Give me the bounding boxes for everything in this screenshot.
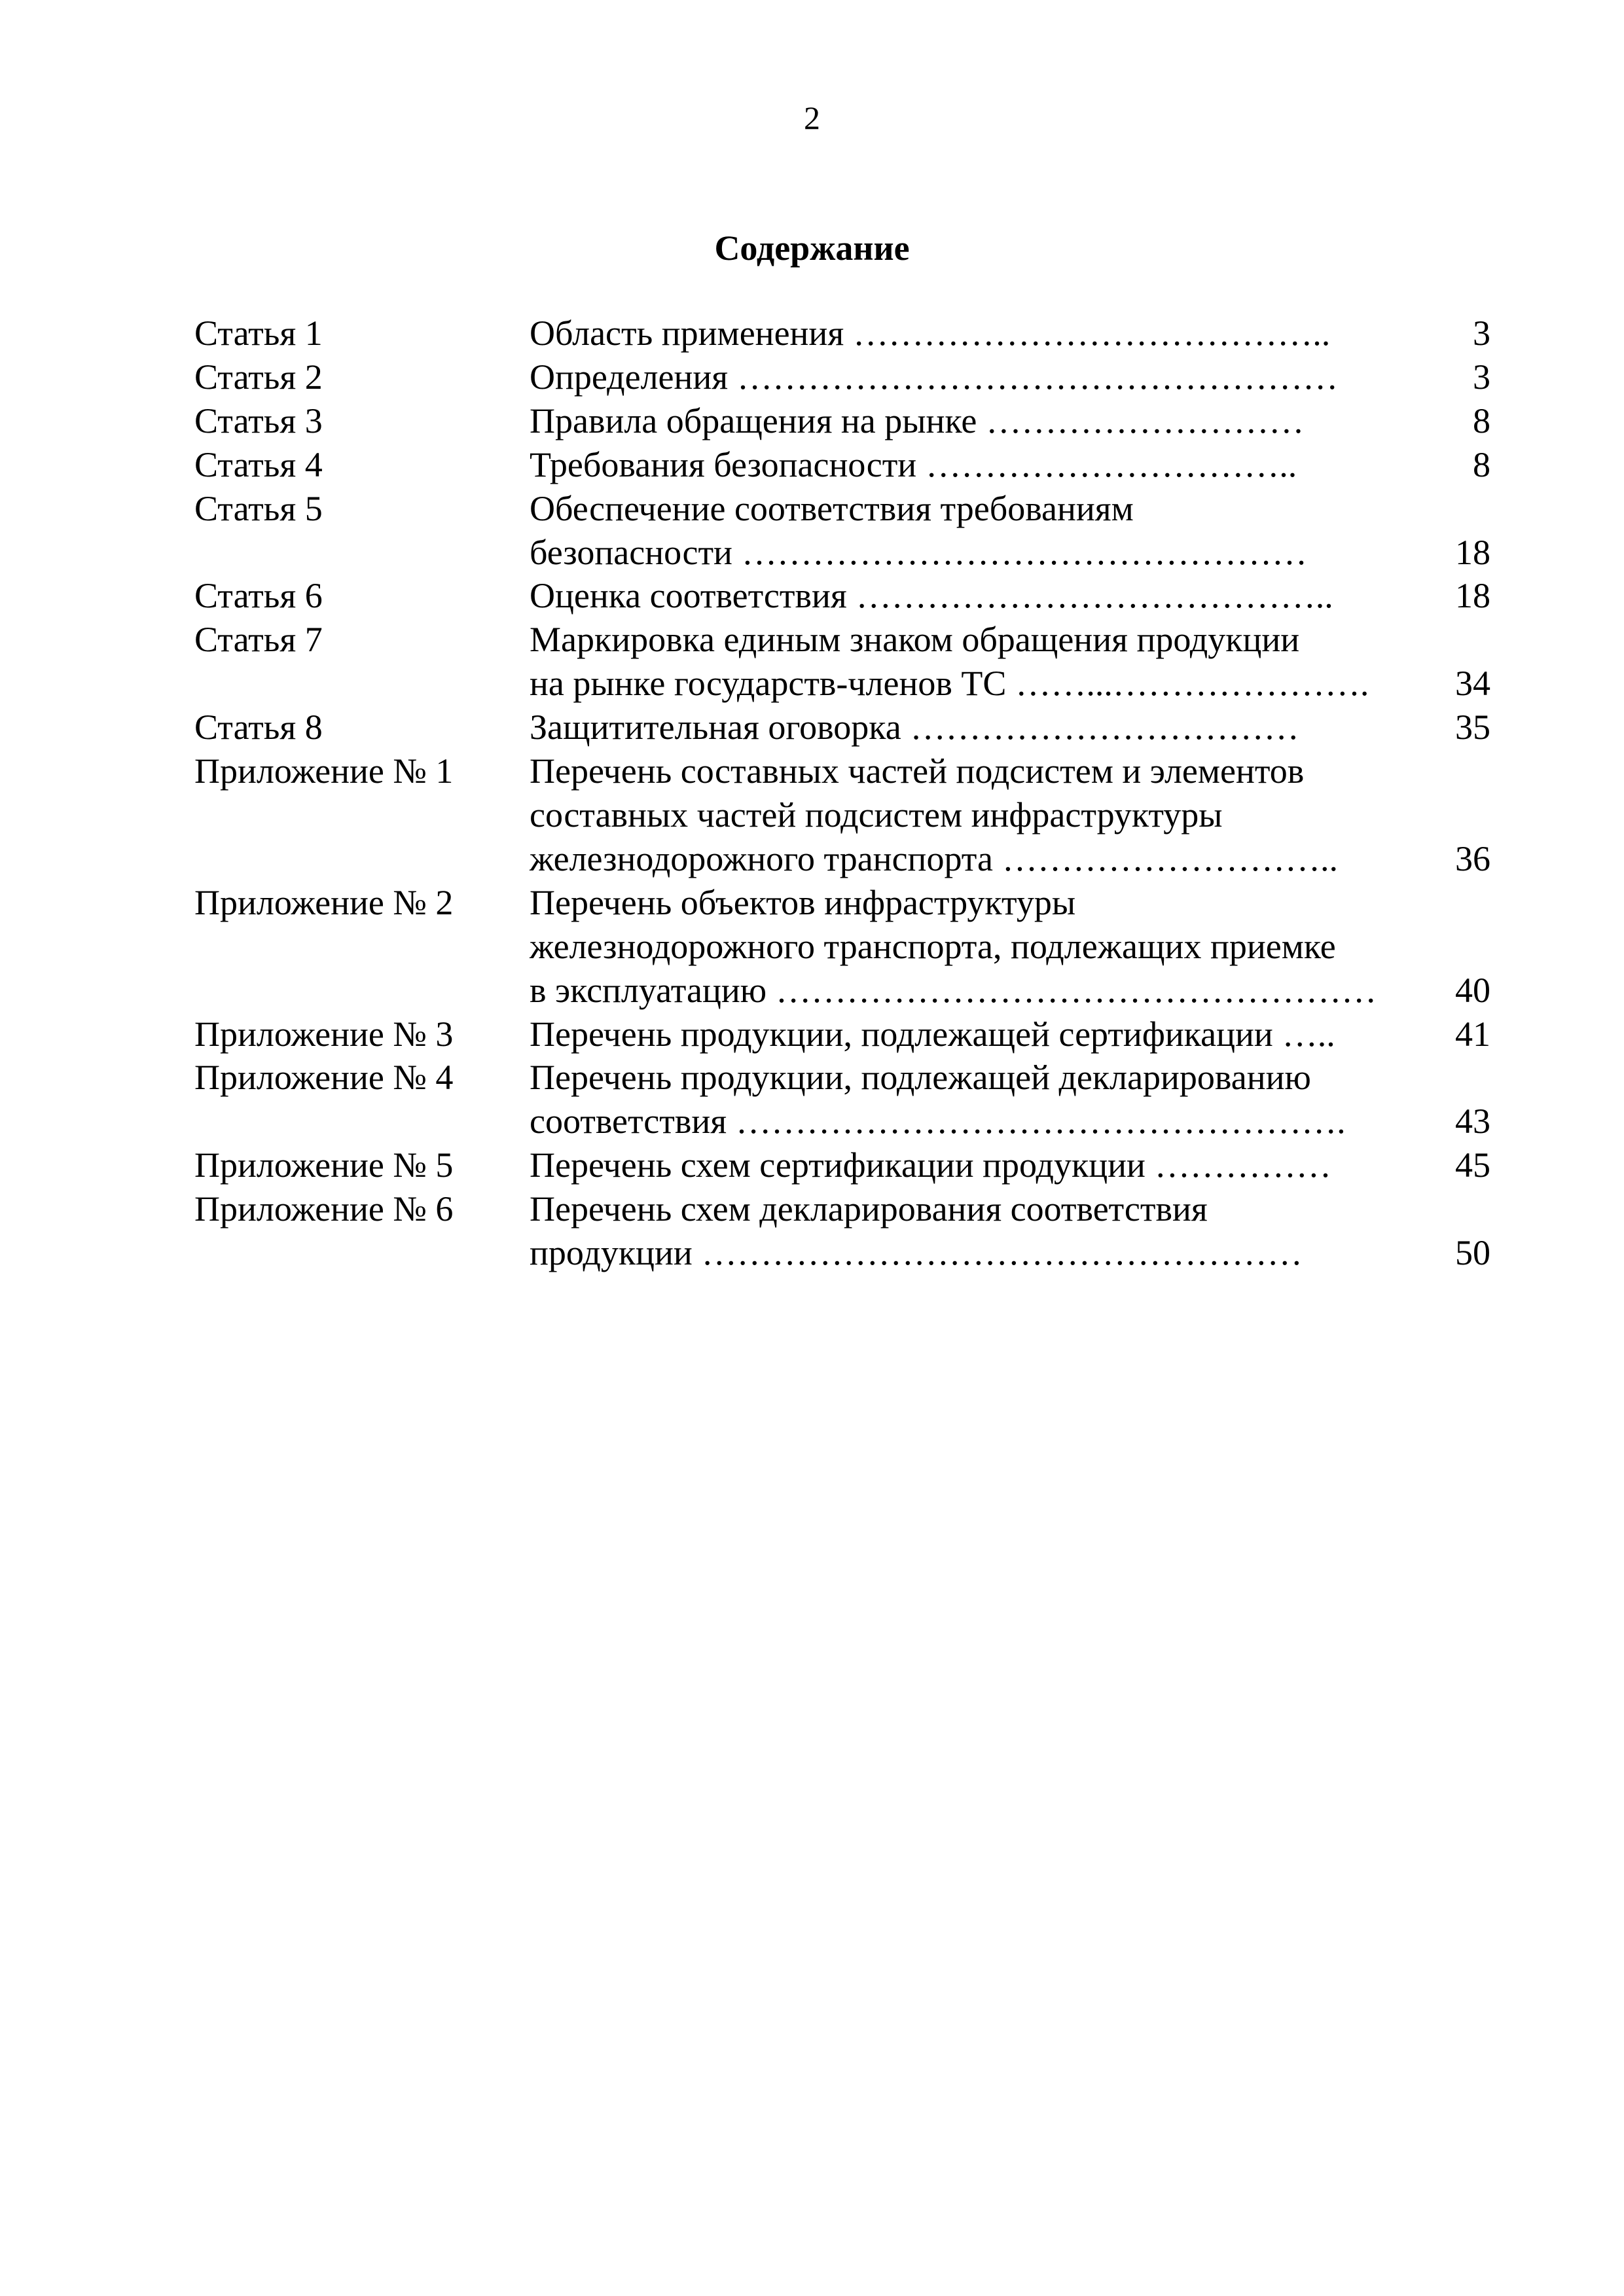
toc-entry-title: соответствия xyxy=(530,1102,727,1141)
toc-page-number: 41 xyxy=(1455,1014,1490,1054)
toc-dot-leader: ……...…………………. xyxy=(1015,664,1369,704)
toc-entry-title: Защитительная оговорка xyxy=(530,708,901,747)
toc-dot-leader: ……………………… xyxy=(986,401,1305,440)
toc-page-number: 18 xyxy=(1455,532,1490,572)
toc-entry-line xyxy=(530,618,1490,662)
toc-entry-label: Статья 6 xyxy=(194,576,323,616)
table-of-contents xyxy=(194,312,1490,1275)
toc-page-number: 3 xyxy=(1473,357,1490,397)
toc-entry-body xyxy=(530,1013,1490,1056)
toc-entry-line xyxy=(530,749,1490,793)
toc-entry-body xyxy=(530,618,1490,706)
toc-entry-label: Статья 1 xyxy=(194,314,323,353)
toc-entry-line xyxy=(530,881,1490,925)
toc-entry-body xyxy=(530,443,1490,487)
toc-entry-title: безопасности xyxy=(530,532,732,572)
toc-entry-title: Перечень продукции, подлежащей сертификации xyxy=(530,1014,1273,1054)
toc-dot-leader: …………………………………………… xyxy=(776,970,1377,1010)
toc-entry-title: Область применения xyxy=(530,314,844,353)
toc-entry-title: железнодорожного транспорта, подлежащих приемке xyxy=(530,926,1336,966)
toc-entry-label: Приложение № 2 xyxy=(194,882,454,922)
toc-page-number: 40 xyxy=(1455,970,1490,1010)
toc-entry-line xyxy=(530,1187,1490,1231)
toc-entry-title: Перечень продукции, подлежащей декларированию xyxy=(530,1058,1311,1098)
toc-entry-line xyxy=(530,1100,1490,1143)
page-number: 2 xyxy=(804,99,820,136)
toc-entry[interactable] xyxy=(194,881,1490,1013)
toc-dot-leader: ………………………………….. xyxy=(853,314,1331,353)
toc-entry-line xyxy=(530,443,1490,487)
toc-entry-label: Статья 7 xyxy=(194,620,323,660)
toc-entry-title: железнодорожного транспорта xyxy=(530,838,993,878)
toc-entry-title: Перечень объектов инфраструктуры xyxy=(530,882,1076,922)
toc-dot-leader: ……………………….. xyxy=(1001,838,1338,878)
toc-dot-leader: ….. xyxy=(1282,1014,1335,1054)
toc-entry[interactable] xyxy=(194,749,1490,881)
toc-page-number: 3 xyxy=(1473,314,1490,353)
toc-entry-title: Требования безопасности xyxy=(530,444,917,484)
toc-entry-body xyxy=(530,487,1490,575)
toc-entry-body xyxy=(530,1187,1490,1275)
toc-entry[interactable] xyxy=(194,1056,1490,1143)
toc-entry-title: Перечень схем сертификации продукции xyxy=(530,1145,1146,1185)
toc-entry-title: на рынке государств-членов ТС xyxy=(530,664,1007,704)
toc-entry-body xyxy=(530,574,1490,618)
toc-entry-label: Статья 8 xyxy=(194,708,323,747)
toc-entry-body xyxy=(530,355,1490,399)
toc-dot-leader: ………………………….. xyxy=(926,444,1297,484)
toc-entry-line xyxy=(530,574,1490,618)
toc-entry-title: в эксплуатацию xyxy=(530,970,767,1010)
toc-entry-line xyxy=(530,1013,1490,1056)
toc-entry[interactable] xyxy=(194,706,1490,749)
toc-entry-line xyxy=(530,793,1490,837)
toc-entry-title: продукции xyxy=(530,1233,693,1273)
toc-dot-leader: …………… xyxy=(1154,1145,1331,1185)
toc-entry[interactable] xyxy=(194,618,1490,706)
toc-entry-title: Маркировка единым знаком обращения продукции xyxy=(530,620,1300,660)
toc-entry-body xyxy=(530,706,1490,749)
toc-entry-label: Приложение № 6 xyxy=(194,1189,454,1229)
toc-page-number: 45 xyxy=(1455,1145,1490,1185)
toc-entry-label: Статья 3 xyxy=(194,401,323,440)
toc-page-number: 50 xyxy=(1455,1233,1490,1273)
toc-entry-body xyxy=(530,1143,1490,1187)
toc-entry[interactable] xyxy=(194,1013,1490,1056)
toc-entry-line xyxy=(530,399,1490,443)
toc-entry-label: Статья 4 xyxy=(194,444,323,484)
toc-entry-line xyxy=(530,355,1490,399)
toc-dot-leader: ……………………………………………. xyxy=(736,1102,1346,1141)
toc-entry-line xyxy=(530,925,1490,969)
toc-page-number: 8 xyxy=(1473,444,1490,484)
toc-dot-leader: ………………………………………… xyxy=(741,532,1307,572)
toc-entry-title: Определения xyxy=(530,357,729,397)
page-title: Содержание xyxy=(714,228,910,268)
toc-entry-title: Перечень составных частей подсистем и элементов xyxy=(530,751,1305,791)
toc-entry[interactable] xyxy=(194,1143,1490,1187)
toc-page-number: 36 xyxy=(1455,838,1490,878)
toc-entry-body xyxy=(530,399,1490,443)
toc-entry-line xyxy=(530,1231,1490,1275)
toc-entry-line xyxy=(530,837,1490,881)
toc-entry[interactable] xyxy=(194,312,1490,355)
toc-entry-line xyxy=(530,662,1490,706)
toc-entry-line xyxy=(530,487,1490,531)
toc-dot-leader: …………………………… xyxy=(910,708,1299,747)
toc-entry-title: Оценка соответствия xyxy=(530,576,847,616)
toc-entry-label: Приложение № 4 xyxy=(194,1058,454,1098)
toc-entry[interactable] xyxy=(194,355,1490,399)
toc-entry-title: Перечень схем декларирования соответствия xyxy=(530,1189,1208,1229)
toc-entry-line xyxy=(530,706,1490,749)
toc-dot-leader: …………………………………………… xyxy=(737,357,1339,397)
toc-entry-label: Приложение № 3 xyxy=(194,1014,454,1054)
toc-entry-label: Статья 2 xyxy=(194,357,323,397)
toc-page-number: 35 xyxy=(1455,708,1490,747)
toc-page-number: 8 xyxy=(1473,401,1490,440)
toc-page-number: 43 xyxy=(1455,1102,1490,1141)
toc-entry-line xyxy=(530,312,1490,355)
toc-entry-label: Приложение № 1 xyxy=(194,751,454,791)
toc-entry-body xyxy=(530,749,1490,881)
toc-dot-leader: …………………………………………… xyxy=(701,1233,1303,1273)
toc-entry-label: Приложение № 5 xyxy=(194,1145,454,1185)
toc-entry-line xyxy=(530,1143,1490,1187)
toc-entry-title: составных частей подсистем инфраструктуры xyxy=(530,795,1223,834)
toc-entry-line xyxy=(530,531,1490,575)
toc-entry[interactable] xyxy=(194,399,1490,443)
toc-entry-line xyxy=(530,1056,1490,1100)
toc-entry-line xyxy=(530,969,1490,1013)
toc-entry[interactable] xyxy=(194,487,1490,575)
toc-page-number: 34 xyxy=(1455,664,1490,704)
toc-dot-leader: ………………………………….. xyxy=(856,576,1333,616)
toc-entry[interactable] xyxy=(194,1187,1490,1275)
toc-entry[interactable] xyxy=(194,443,1490,487)
toc-page-number: 18 xyxy=(1455,576,1490,616)
toc-entry-body xyxy=(530,1056,1490,1143)
toc-entry-label: Статья 5 xyxy=(194,488,323,528)
toc-entry-title: Правила обращения на рынке xyxy=(530,401,977,440)
toc-entry-body xyxy=(530,312,1490,355)
toc-entry-body xyxy=(530,881,1490,1013)
toc-entry[interactable] xyxy=(194,574,1490,618)
toc-entry-title: Обеспечение соответствия требованиям xyxy=(530,488,1134,528)
